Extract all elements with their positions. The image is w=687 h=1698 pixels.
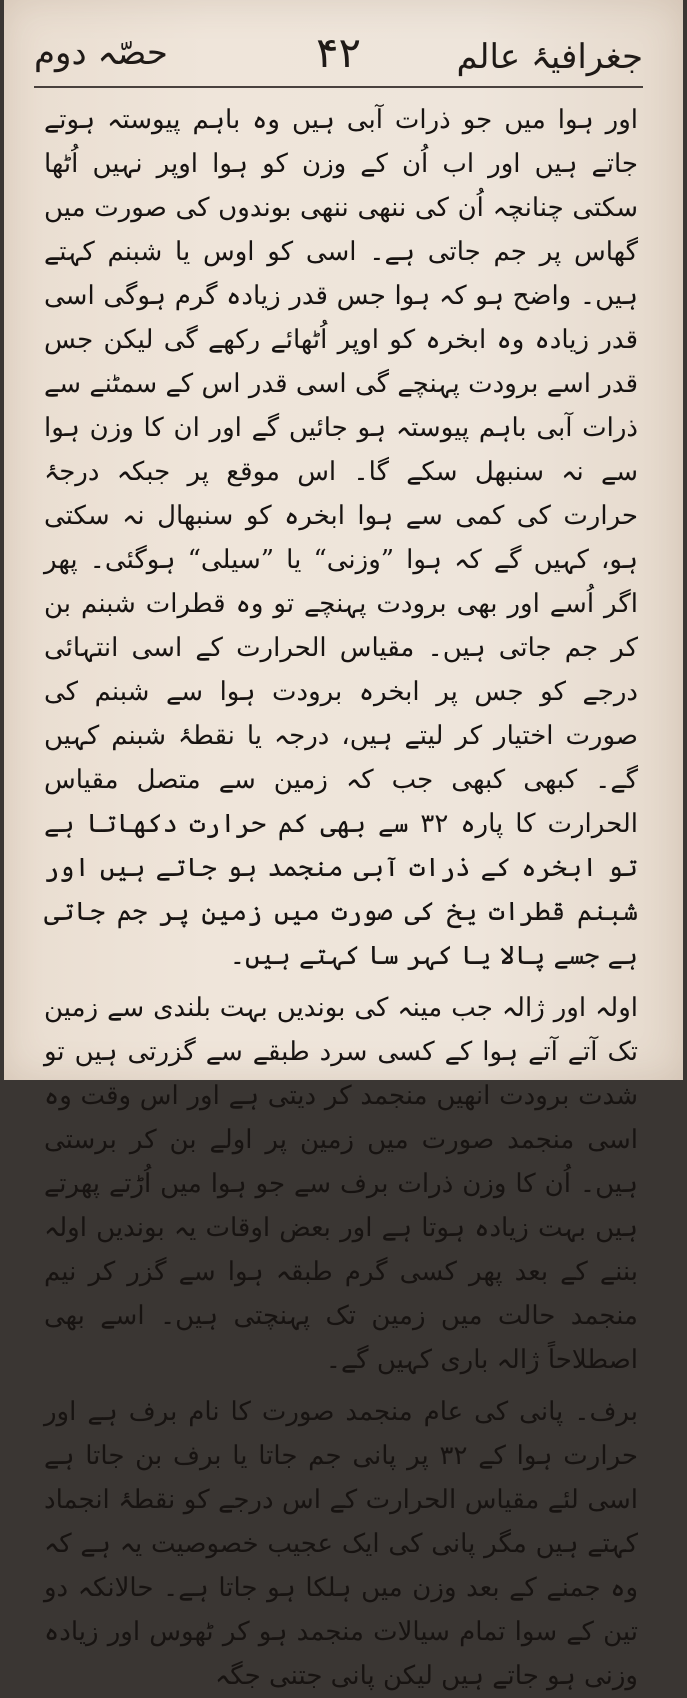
page-header	[34, 18, 643, 88]
paragraph-hail: اولہ اور ژالہ جب مینہ کی بوندیں بہت بلندی سے زمین تک آتے آتے ہوا کے کسی سرد طبقے سے گزرتی ہیں تو شدت برودت انھیں منجمد کر دیتی ہے اور اس وقت وہ اسی منجمد صورت میں زمین پر اولے بن کر برستی ہیں۔ اُن کا وزن ذرات برف سے جو ہوا میں اُڑتے پھرتے ہیں بہت زیادہ ہوتا ہے اور بعض اوقات یہ بوندیں اولہ بننے کے بعد پھر کسی گرم طبقہ ہوا سے گزر کر نیم منجمد حالت میں زمین تک پہنچتی ہیں۔ اسے بھی اصطلاحاً ژالہ باری کہیں گے۔	[44, 993, 638, 1375]
paragraph-snow: برف۔ پانی کی عام منجمد صورت کا نام برف ہے اور حرارت ہوا کے ۳۲ پر پانی جم جاتا یا برف بن جاتا ہے اسی لئے مقیاس الحرارت کے اس درجے کو نقطۂ انجماد کہتے ہیں مگر پانی کی ایک عجیب خصوصیت یہ ہے کہ وہ جمنے کے بعد وزن میں ہلکا ہو جاتا ہے۔ حالانکہ دو تین کے سوا تمام سیالات منجمد ہو کر ٹھوس اور زیادہ وزنی ہو جاتے ہیں لیکن پانی جتنی جگہ	[44, 1397, 638, 1691]
paragraph-dew: اور ہوا میں جو ذرات آبی ہیں وہ باہم پیوستہ ہوتے جاتے ہیں اور اب اُن کے وزن کو ہوا اوپر نہیں اُٹھا سکتی چنانچہ اُن کی ننھی ننھی بوندوں کی صورت میں گھاس پر جم جاتی ہے۔ اسی کو اوس یا شبنم کہتے ہیں۔ واضح ہو کہ ہوا جس قدر زیادہ گرم ہوگی اسی قدر زیادہ وہ ابخرہ کو اوپر اُٹھائے رکھے گی لیکن جس قدر اسے برودت پہنچے گی اسی قدر اس کے سمٹنے سے ذرات آبی باہم پیوستہ ہو جائیں گے اور ان کا وزن ہوا سے نہ سنبھل سکے گا۔ اس موقع پر جبکہ درجۂ حرارت کی کمی سے ہوا ابخرہ کو سنبھال نہ سکتی ہو، کہیں گے کہ ہوا ”وزنی“ یا ”سیلی“ ہوگئی۔ پھر اگر اُسے اور بھی برودت پہنچے تو وہ قطرات شبنم بن کر جم جاتی ہیں۔ مقیاس الحرارت کے اسی انتہائی درجے کو جس پر ابخرہ برودت ہوا سے شبنم کی صورت اختیار کر لیتے ہیں، درجہ یا نقطۂ شبنم کہیں گے۔ کبھی کبھی جب کہ زمین سے متصل مقیاس الحرارت کا پارہ ۳۲ سے بھی کم حرارت دکھاتا ہے تو ابخرہ کے ذرات آبی منجمد ہو جاتے ہیں اور شبنم قطرات یخ کی صورت میں زمین پر جم جاتی ہے جسے پالا یا کہر سا کہتے ہیں۔	[44, 105, 639, 971]
page-body	[44, 98, 639, 1691]
section-title: حصّہ دوم	[34, 33, 168, 73]
page-number: ۴۲	[315, 28, 362, 77]
book-page	[4, 0, 683, 1691]
book-title: جغرافیۂ عالم	[456, 37, 643, 77]
header-rule	[34, 86, 643, 88]
